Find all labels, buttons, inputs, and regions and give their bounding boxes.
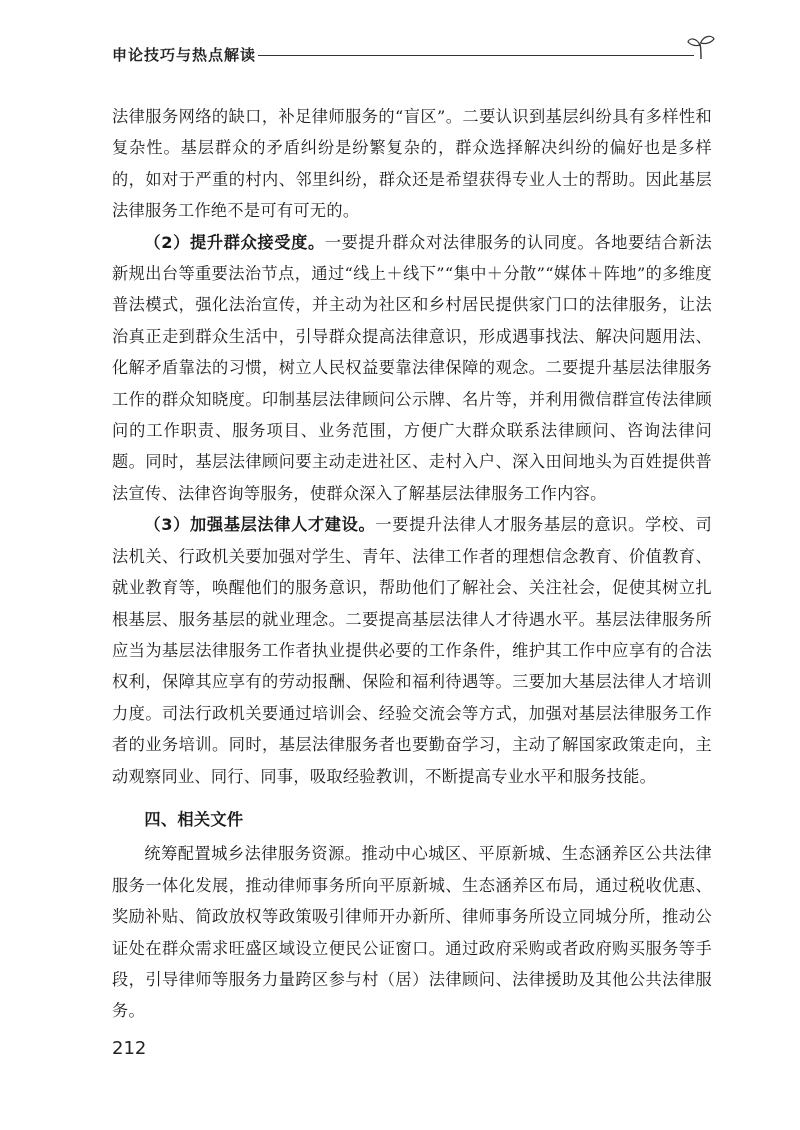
sprout-icon bbox=[686, 34, 716, 60]
paragraph-4: 统筹配置城乡法律服务资源。推动中心城区、平原新城、生态涵养区公共法律服务一体化发展，推动律师事务所向平原新城、生态涵养区布局，通过税收优惠、奖励补贴、简政放权等政策吸引律师开办新所、律师事务所设立同城分所，推动公证处在群众需求旺盛区域设立便民公证窗口。通过政府采购或者政府购买服务等手段，引导律师等服务力量跨区参与村（居）法律顾问、法律援助及其他公共法律服务。 bbox=[112, 844, 712, 1021]
paragraph-2-body: 一要提升群众对法律服务的认同度。各地要结合新法新规出台等重要法治节点，通过“线上＋线下”“集中＋分散”“媒体＋阵地”的多维度普法模式，强化法治宣传，并主动为社区和乡村居民提供家门口的法律服务，让法治真正走到群众生活中，引导群众提高法律意识，形成遇事找法、解决问题用法、化解矛盾靠法的习惯，树立人民权益要靠法律保障的观念。二要提升基层法律服务工作的群众知晓度。印制基层法律顾问公示牌、名片等，并利用微信群宣传法律顾问的工作职责、服务项目、业务范围，方便广大群众联系法律顾问、咨询法律问题。同时，基层法律顾问要主动走进社区、走村入户、深入田间地头为百姓提供普法宣传、法律咨询等服务，使群众深入了解基层法律服务工作内容。 bbox=[112, 232, 712, 503]
paragraph-2-lead: （2）提升群众接受度。 bbox=[144, 232, 325, 252]
paragraph-1: 法律服务网络的缺口，补足律师服务的“盲区”。二要认识到基层纠纷具有多样性和复杂性。基层群众的矛盾纠纷是纷繁复杂的，群众选择解决纠纷的偏好也是多样的，如对于严重的村内、邻里纠纷，群众还是希望获得专业人士的帮助。因此基层法律服务工作绝不是可有可无的。 bbox=[112, 107, 712, 221]
paragraph-3-body: 一要提升法律人才服务基层的意识。学校、司法机关、行政机关要加强对学生、青年、法律工作者的理想信念教育、价值教育、就业教育等，唤醒他们的服务意识，帮助他们了解社会、关注社会，促使其树立扎根基层、服务基层的就业理念。二要提高基层法律人才待遇水平。基层法律服务所应当为基层法律服务工作者执业提供必要的工作条件，维护其工作中应享有的合法权利，保障其应享有的劳动报酬、保险和福利待遇等。三要加大基层法律人才培训力度。司法行政机关要通过培训会、经验交流会等方式，加强对基层法律服务工作者的业务培训。同时，基层法律服务者也要勤奋学习，主动了解国家政策走向，主动观察同业、同行、同事，吸取经验教训，不断提高专业水平和服务技能。 bbox=[112, 515, 713, 786]
header-title: 申论技巧与热点解读 bbox=[112, 46, 257, 64]
body-text bbox=[112, 101, 712, 1027]
paragraph-2 bbox=[112, 227, 712, 510]
section-heading: 四、相关文件 bbox=[144, 809, 244, 829]
paragraph-3-lead: （3）加强基层法律人才建设。 bbox=[144, 515, 376, 535]
running-header bbox=[112, 34, 712, 74]
header-rule bbox=[258, 55, 694, 56]
page-number: 212 bbox=[112, 1038, 147, 1059]
paragraph-3 bbox=[112, 509, 712, 792]
